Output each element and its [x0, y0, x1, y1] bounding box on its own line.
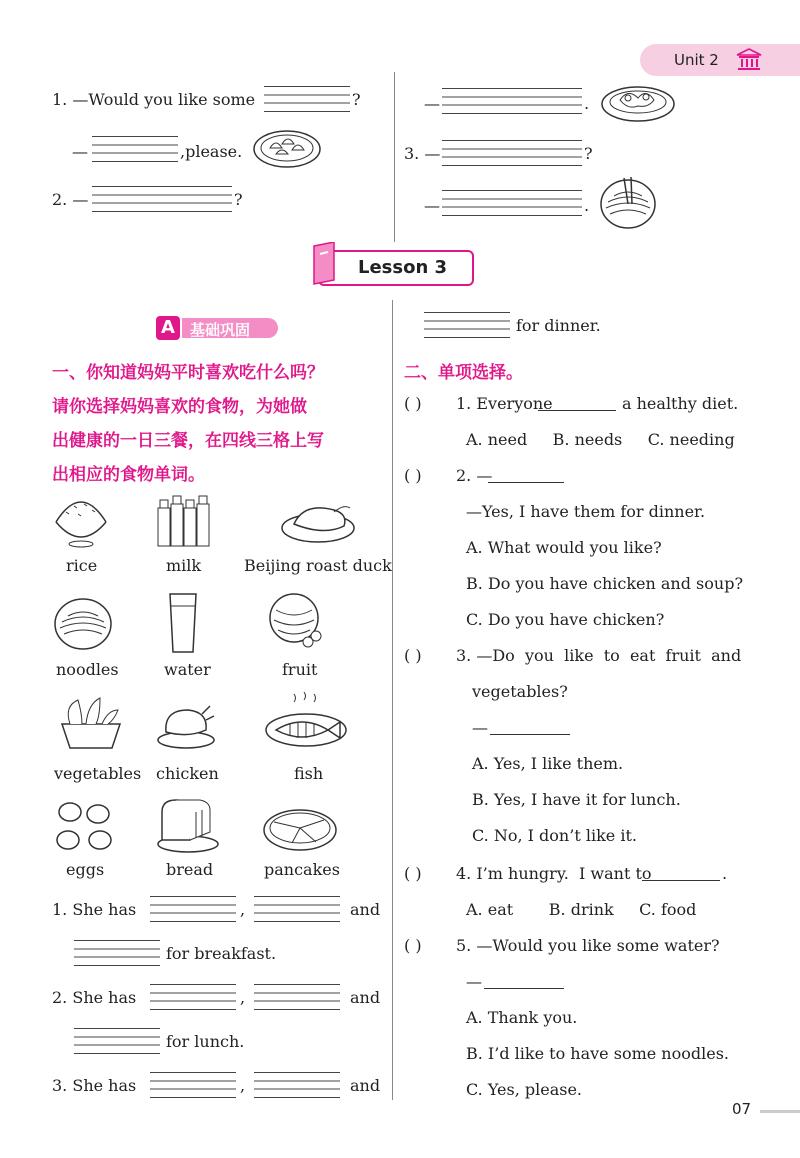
- q5-text: 5. —Would you like some water?: [456, 936, 720, 955]
- food-label-bread: bread: [166, 860, 214, 879]
- four-line-blank: [150, 1072, 236, 1098]
- book-icon: [312, 242, 338, 286]
- dash: —: [472, 718, 488, 737]
- roast-chicken-icon: [156, 696, 216, 750]
- unit-label: Unit 2: [674, 51, 719, 69]
- building-icon: [736, 48, 762, 72]
- answer-blank: [490, 720, 570, 735]
- four-line-blank: [424, 312, 510, 338]
- part1-line4: 出相应的食物单词。: [52, 465, 205, 485]
- q3-option-b: B. Yes, I have it for lunch.: [472, 790, 681, 809]
- comma: ,: [240, 1076, 246, 1095]
- lesson-banner: [318, 250, 474, 286]
- food-label-water: water: [164, 660, 211, 679]
- badge-text: 基础巩固: [190, 321, 251, 339]
- eggs-icon: [52, 798, 118, 854]
- four-line-blank: [150, 984, 236, 1010]
- top-q1-text: 1. —Would you like some: [52, 90, 256, 109]
- q2-option-c: C. Do you have chicken?: [466, 610, 665, 629]
- q2-text: 2. —: [456, 466, 493, 485]
- four-line-blank: [442, 190, 582, 216]
- four-line-blank: [254, 1072, 340, 1098]
- food-label-duck: Beijing roast duck: [244, 556, 392, 575]
- dish-plate-icon: [600, 80, 676, 124]
- comma: ,: [240, 900, 246, 919]
- answer-blank: [488, 468, 564, 483]
- four-line-blank: [150, 896, 236, 922]
- lesson-title: Lesson 3: [358, 257, 448, 278]
- fill-sentence-3-end: for dinner.: [516, 316, 601, 335]
- food-label-vegetables: vegetables: [54, 764, 142, 783]
- unit-tab: [640, 44, 800, 76]
- vegetables-basket-icon: [56, 694, 126, 752]
- four-line-blank: [254, 896, 340, 922]
- section-a-badge: [156, 316, 280, 340]
- q4-text: 4. I’m hungry. I want to: [456, 864, 652, 883]
- dash: —: [466, 972, 482, 991]
- question-mark: ?: [584, 144, 593, 163]
- answer-blank: [538, 396, 616, 411]
- q2-option-b: B. Do you have chicken and soup?: [466, 574, 744, 593]
- answer-paren: ( ): [404, 936, 422, 955]
- fill-sentence-2: 2. She has: [52, 988, 137, 1007]
- q3-line2: vegetables?: [472, 682, 568, 701]
- footer-line: [760, 1110, 800, 1113]
- q1-options: A. need B. needs C. needing: [466, 430, 735, 449]
- badge-letter: A: [161, 317, 175, 338]
- column-divider: [392, 300, 393, 1100]
- four-line-blank: [92, 136, 178, 162]
- rice-bowl-icon: [52, 494, 110, 548]
- period: .: [584, 196, 590, 215]
- fruit-icon: [266, 590, 328, 652]
- q3-option-c: C. No, I don’t like it.: [472, 826, 637, 845]
- four-line-blank: [92, 186, 232, 212]
- food-label-chicken: chicken: [156, 764, 219, 783]
- q3-text: 3. —Do you like to eat fruit and: [456, 646, 742, 665]
- q3-option-a: A. Yes, I like them.: [472, 754, 624, 773]
- four-line-blank: [74, 940, 160, 966]
- noodles-bowl-icon: [52, 594, 114, 652]
- dash: —: [424, 94, 440, 113]
- part1-line3: 出健康的一日三餐，在四线三格上写: [52, 431, 324, 451]
- question-mark: ?: [234, 190, 243, 209]
- four-line-blank: [442, 140, 582, 166]
- q2-option-a: A. What would you like?: [466, 538, 662, 557]
- q5-option-c: C. Yes, please.: [466, 1080, 582, 1099]
- question-mark: ?: [352, 90, 361, 109]
- dash: —: [72, 142, 88, 161]
- noodles-bowl-icon: [598, 174, 658, 232]
- q1-end: a healthy diet.: [622, 394, 739, 413]
- four-line-blank: [74, 1028, 160, 1054]
- answer-paren: ( ): [404, 864, 422, 883]
- food-label-milk: milk: [166, 556, 202, 575]
- food-label-eggs: eggs: [66, 860, 105, 879]
- top-column-divider: [394, 72, 395, 242]
- answer-paren: ( ): [404, 466, 422, 485]
- and-text: and: [350, 900, 381, 919]
- fill-sentence-1-end: for breakfast.: [166, 944, 277, 963]
- q2-line2: —Yes, I have them for dinner.: [466, 502, 706, 521]
- answer-paren: ( ): [404, 646, 422, 665]
- part1-line1: 一、你知道妈妈平时喜欢吃什么吗？: [52, 363, 324, 383]
- four-line-blank: [254, 984, 340, 1010]
- dash: —: [424, 196, 440, 215]
- part1-line2: 请你选择妈妈喜欢的食物，为她做: [52, 397, 307, 417]
- milk-bottles-icon: [154, 494, 214, 550]
- page-number: 07: [732, 1100, 752, 1118]
- dumplings-plate-icon: [252, 124, 322, 170]
- food-label-fruit: fruit: [282, 660, 318, 679]
- answer-paren: ( ): [404, 394, 422, 413]
- water-glass-icon: [166, 592, 200, 654]
- fill-sentence-1: 1. She has: [52, 900, 137, 919]
- fill-sentence-3: 3. She has: [52, 1076, 137, 1095]
- comma: ,: [240, 988, 246, 1007]
- four-line-blank: [442, 88, 582, 114]
- pancakes-icon: [262, 800, 338, 852]
- top-q2-text: 2. —: [52, 190, 89, 209]
- period: .: [722, 864, 728, 883]
- and-text: and: [350, 1076, 381, 1095]
- and-text: and: [350, 988, 381, 1007]
- please-text: ,please.: [180, 142, 243, 161]
- part2-title: 二、单项选择。: [404, 363, 523, 383]
- food-label-pancakes: pancakes: [264, 860, 340, 879]
- bread-icon: [154, 796, 220, 854]
- answer-blank: [642, 866, 720, 881]
- four-line-blank: [264, 86, 350, 112]
- top-q3-text: 3. —: [404, 144, 441, 163]
- answer-blank: [484, 974, 564, 989]
- q4-options: A. eat B. drink C. food: [466, 900, 697, 919]
- food-label-noodles: noodles: [56, 660, 119, 679]
- roast-duck-icon: [280, 498, 356, 546]
- period: .: [584, 94, 590, 113]
- q5-option-a: A. Thank you.: [466, 1008, 578, 1027]
- q5-option-b: B. I’d like to have some noodles.: [466, 1044, 729, 1063]
- q1-text: 1. Everyone: [456, 394, 553, 413]
- food-label-rice: rice: [66, 556, 98, 575]
- fish-plate-icon: [264, 690, 348, 750]
- fill-sentence-2-end: for lunch.: [166, 1032, 245, 1051]
- food-label-fish: fish: [294, 764, 324, 783]
